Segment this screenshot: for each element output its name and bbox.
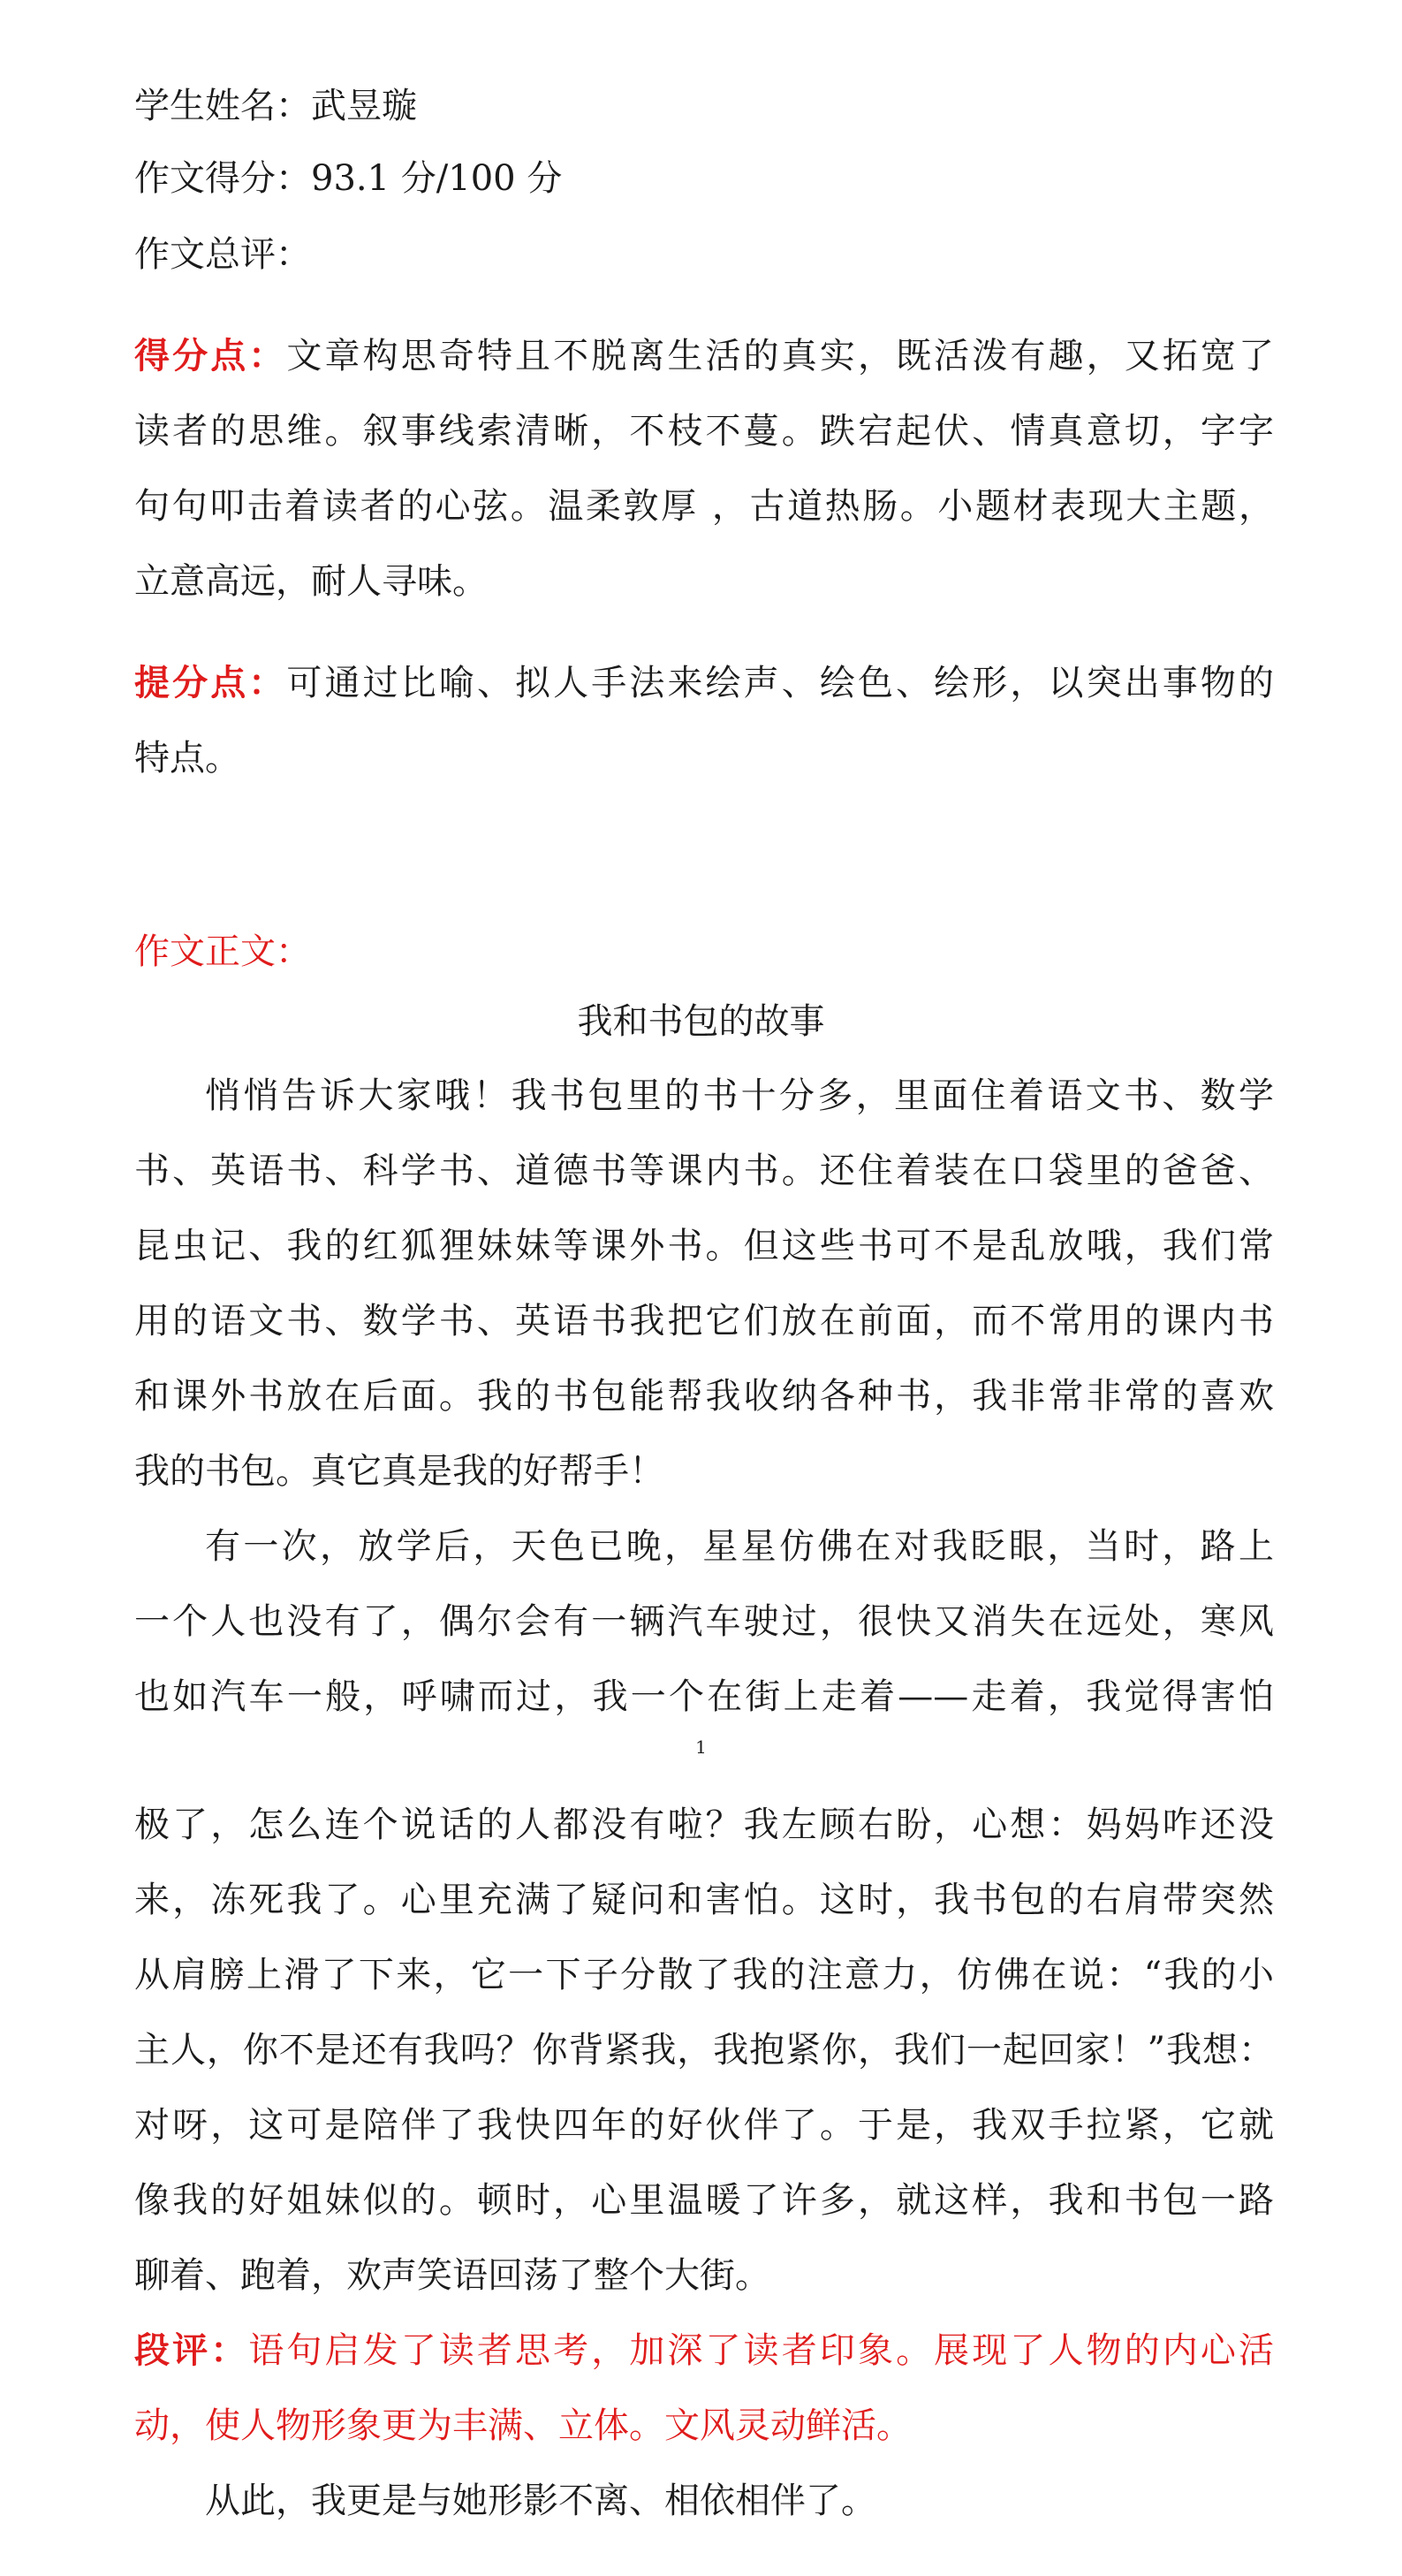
score-label: 作文得分：: [134, 158, 311, 199]
defen-line-3: [134, 484, 1274, 528]
essay-text: 主人，你不是还有我吗？你背紧我，我抱紧你，我们一起回家！”我想：: [134, 2030, 1274, 2071]
paragraph-comment-line-1: [134, 2329, 1274, 2373]
essay-text: 来，冻死我了。心里充满了疑问和害怕。这时，我书包的右肩带突然: [134, 1880, 1274, 1920]
essay-line: [134, 1224, 1274, 1268]
essay-text: 悄悄告诉大家哦！我书包里的书十分多，里面住着语文书、数学: [205, 1075, 1274, 1116]
essay-text: 从此，我更是与她形影不离、相依相伴了。: [205, 2481, 876, 2521]
student-name-value: 武昱璇: [311, 86, 417, 126]
essay-line: [134, 1600, 1274, 1644]
essay-text: 有一次，放学后，天色已晚，星星仿佛在对我眨眼，当时，路上: [205, 1526, 1274, 1567]
defen-line-2: [134, 409, 1274, 453]
paragraph-comment-text: 语句启发了读者思考，加深了读者印象。展现了人物的内心活: [248, 2330, 1275, 2371]
defen-text: 文章构思奇特且不脱离生活的真实，既活泼有趣，又拓宽了: [286, 336, 1275, 376]
essay-line: [134, 2028, 1274, 2072]
defen-line-4: [134, 559, 1274, 604]
essay-line: [205, 1074, 1274, 1118]
essay-label: 作文正文：: [134, 931, 311, 972]
essay-line: [134, 1675, 1274, 1719]
essay-text: 对呀，这可是陪伴了我快四年的好伙伴了。于是，我双手拉紧，它就: [134, 2105, 1274, 2146]
essay-line: [134, 1449, 1274, 1493]
essay-heading: [134, 930, 1274, 974]
tifen-text: 特点。: [134, 738, 240, 779]
defen-label: 得分点：: [134, 335, 287, 376]
defen-text: 句句叩击着读者的心弦。温柔敦厚 ，古道热肠。小题材表现大主题，: [134, 486, 1274, 527]
essay-line: [134, 2253, 1274, 2298]
summary-label: 作文总评：: [134, 234, 311, 275]
essay-last-line: [205, 2479, 1274, 2523]
tifen-text: 可通过比喻、拟人手法来绘声、绘色、绘形，以突出事物的: [286, 663, 1275, 703]
essay-text: 昆虫记、我的红狐狸妹妹等课外书。但这些书可不是乱放哦，我们常: [134, 1226, 1274, 1266]
essay-text: 和课外书放在后面。我的书包能帮我收纳各种书，我非常非常的喜欢: [134, 1376, 1274, 1417]
paragraph-comment-label: 段评：: [134, 2329, 249, 2371]
essay-text: 像我的好姐妹似的。顿时，心里温暖了许多，就这样，我和书包一路: [134, 2180, 1274, 2221]
defen-text: 立意高远，耐人寻味。: [134, 561, 488, 602]
tifen-label: 提分点：: [134, 662, 287, 703]
essay-line: [134, 1803, 1274, 1847]
essay-line: [134, 2103, 1274, 2147]
score-row: [134, 156, 1274, 201]
essay-line: [134, 1374, 1274, 1418]
page-number: 1: [695, 1736, 707, 1758]
summary-heading: [134, 232, 1274, 277]
essay-text: 一个人也没有了，偶尔会有一辆汽车驶过，很快又消失在远处，寒风: [134, 1601, 1274, 1642]
essay-line: [205, 1524, 1274, 1569]
tifen-line-2: [134, 736, 1274, 780]
essay-line: [134, 1953, 1274, 1997]
essay-text: 极了，怎么连个说话的人都没有啦？我左顾右盼，心想：妈妈咋还没: [134, 1805, 1274, 1845]
essay-text: 从肩膀上滑了下来，它一下子分散了我的注意力，仿佛在说：“我的小: [134, 1955, 1274, 1995]
essay-text: 也如汽车一般，呼啸而过，我一个在街上走着——走着，我觉得害怕: [134, 1676, 1274, 1717]
score-value: 93.1 分/100 分: [311, 158, 563, 199]
paragraph-comment-text: 动，使人物形象更为丰满、立体。文风灵动鲜活。: [134, 2405, 912, 2446]
paragraph-comment-line-2: [134, 2404, 1274, 2448]
tifen-line-1: [134, 661, 1274, 705]
essay-text: 我的书包。真它真是我的好帮手！: [134, 1451, 664, 1492]
essay-text: 书、英语书、科学书、道德书等课内书。还住着装在口袋里的爸爸、: [134, 1151, 1274, 1191]
essay-text: 聊着、跑着，欢声笑语回荡了整个大街。: [134, 2255, 770, 2296]
defen-text: 读者的思维。叙事线索清晰，不枝不蔓。跌宕起伏、情真意切，字字: [134, 411, 1274, 452]
essay-line: [134, 1149, 1274, 1193]
essay-line: [134, 1878, 1274, 1922]
essay-title-text: 我和书包的故事: [577, 1001, 825, 1042]
student-name-label: 学生姓名：: [134, 86, 311, 126]
essay-text: 用的语文书、数学书、英语书我把它们放在前面，而不常用的课内书: [134, 1301, 1274, 1341]
essay-line: [134, 1299, 1274, 1343]
essay-line: [134, 2178, 1274, 2223]
essay-title: [0, 999, 1402, 1044]
defen-line-1: [134, 334, 1274, 378]
student-name-row: [134, 84, 1274, 128]
